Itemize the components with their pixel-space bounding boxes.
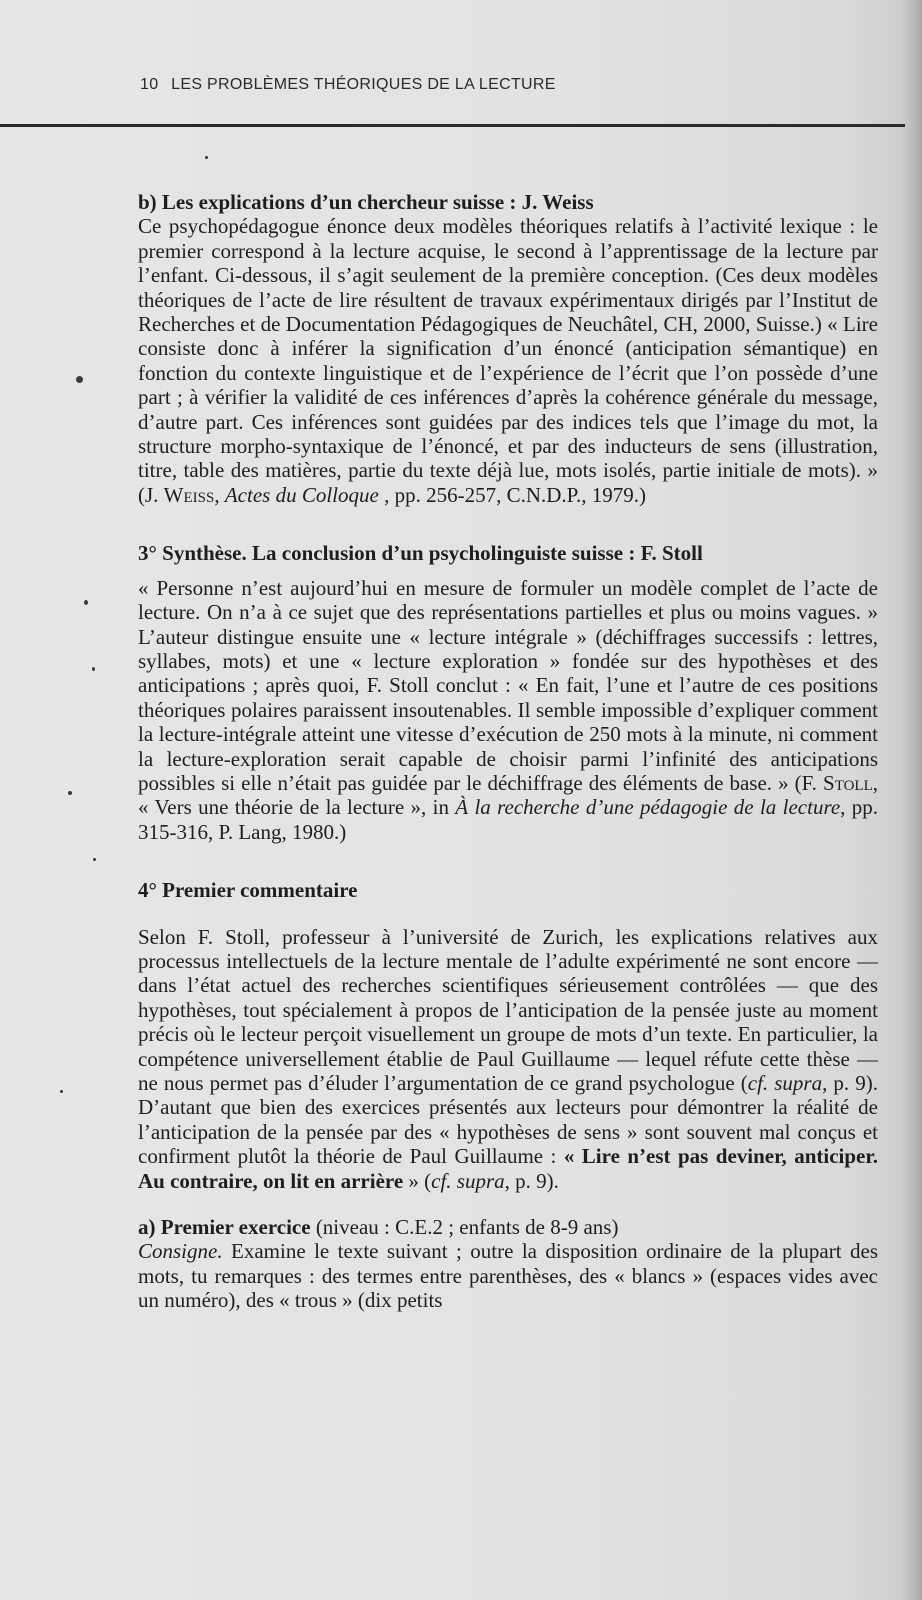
consigne-text: Examine le texte suivant ; outre la disposition ordinaire de la plupart des mots, tu remarques : des termes entre parenthèses, des « blancs » (espaces vides avec un numéro), des « trous » (dix petits <box>138 1239 878 1313</box>
page-body <box>138 190 878 1313</box>
citation-middle: , « Vers une théorie de la lecture », in <box>138 770 878 820</box>
section-b-text: Ce psychopédagogue énonce deux modèles théoriques relatifs à l’activité lexique : le premier correspond à la lecture acquise, le second à l’apprentissage de la lecture par l’enfant. Ci-dessous, il s’agit seulement de la première conception. (Ces deux modèles théoriques de l’acte de lire résultent de travaux expérimentaux dirigés par l’Institut de Recherches et de Documentation Pédagogiques de Neuchâtel, CH, 2000, Suisse.) « Lire consiste donc à inférer la signification d’un énoncé (anticipation sémantique) en fonction du contexte linguistique et de l’expérience de l’écrit que l’on possède d’une part ; à vérifier la validité de ces inférences d’après la cohérence générale du message, d’autre part. Ces inférences sont guidées par des indices tels que l’image du mot, la structure morpho-syntaxique de l’énoncé, et par des inducteurs de sens (illustration, titre, table des matières, partie du texte déjà lue, mots isolés, partie initiale de mots). » (J. <box>138 214 878 507</box>
exercise-level: (niveau : C.E.2 ; enfants de 8-9 ans) <box>310 1215 619 1240</box>
citation-details: , pp. 315-316, P. Lang, 1980.) <box>138 795 878 844</box>
spacer <box>138 1193 878 1215</box>
page-number: 10 <box>140 76 159 93</box>
section-4-text: Selon F. Stoll, professeur à l’université de Zurich, les explications relatives aux processus intellectuels de la lecture mentale de l’adulte expérimenté ne sont encore — dans l’état actuel des recherches scientifiques sérieusement contrôlées — que des hypothèses, tout spécialement à propos de l’anticipation de la pensée juste au moment précis où le lecteur perçoit visuellement un groupe de mots d’un texte. En particulier, la compétence universellement établie de Paul Guillaume — lequel réfute cette thèse — ne nous permet pas d’éluder l’argumentation de ce grand psychologue ( <box>138 924 878 1095</box>
section-4-text: , p. 9). <box>504 1168 559 1193</box>
page-edge-shadow <box>900 0 922 1600</box>
section-4-paragraph <box>138 925 878 1193</box>
citation-separator: , <box>214 482 225 507</box>
exercise-title: a) Premier exercice <box>138 1215 311 1240</box>
cross-reference: cf. supra <box>747 1071 823 1095</box>
section-3-paragraph <box>138 576 878 844</box>
scan-speck <box>68 791 72 795</box>
scan-speck <box>76 376 83 383</box>
scan-speck <box>93 858 96 861</box>
citation-work-title: À la recherche d’une pédagogie de la lecture <box>455 795 841 820</box>
scan-speck <box>205 156 208 159</box>
section-heading-4: 4° Premier commentaire <box>138 878 358 903</box>
section-b-paragraph <box>138 214 878 507</box>
citation-work-title: Actes du Colloque <box>224 482 379 507</box>
exercise-heading <box>138 1215 878 1239</box>
cross-reference: cf. supra <box>431 1168 505 1193</box>
running-title: LES PROBLÈMES THÉORIQUES DE LA LECTURE <box>171 76 556 93</box>
section-4-text: , p. 9). D’autant que bien des exercices présentés aux lecteurs pour démontrer la réalité de l’anticipation de la pensée par des « hypothèses de sens » sont souvent mal conçus et confirment plutôt la théorie de Paul Guillaume : <box>138 1071 879 1169</box>
section-heading-b: b) Les explications d’un chercheur suisse : J. Weiss <box>138 190 594 214</box>
spacer <box>138 507 878 541</box>
section-heading-3: 3° Synthèse. La conclusion d’un psycholinguiste suisse : F. Stoll <box>138 541 703 566</box>
spacer <box>138 844 878 878</box>
scan-speck <box>92 667 95 671</box>
spacer <box>138 903 878 925</box>
scan-speck <box>60 1090 63 1093</box>
scan-speck <box>84 600 88 605</box>
running-header <box>140 76 556 94</box>
citation-details: , pp. 256-257, C.N.D.P., 1979.) <box>378 482 647 507</box>
consigne-label: Consigne. <box>138 1239 223 1264</box>
section-3-text: « Personne n’est aujourd’hui en mesure de formuler un modèle complet de l’acte de lecture. On n’a à ce sujet que des représentations partielles et plus ou moins vagues. » L’auteur distingue ensuite une « lecture intégrale » (déchiffrages successifs : lettres, syllabes, mots) et une « lecture exploration » fondée sur des hypothèses et des anticipations ; après quoi, F. Stoll conclut : « En fait, l’une et l’autre de ces positions théoriques polaires paraissent insoutenables. Il semble impossible d’expliquer comment la lecture-intégrale atteint une vitesse d’exécution de 250 mots à la minute, ni comment la lecture-exploration serait capable de choisir parmi l’infinité des anticipations possibles si elle n’était pas guidée par le déchiffrage des éléments de base. » (F. <box>138 575 878 795</box>
citation-author: Stoll <box>823 770 873 795</box>
guillaume-quote: « Lire n’est pas deviner, anticiper. Au contraire, on lit en arrière <box>138 1144 878 1193</box>
header-rule <box>0 124 905 127</box>
consigne-paragraph <box>138 1239 878 1312</box>
quote-close: » ( <box>403 1168 432 1193</box>
citation-author: Weiss <box>163 482 215 507</box>
spacer <box>138 566 878 576</box>
